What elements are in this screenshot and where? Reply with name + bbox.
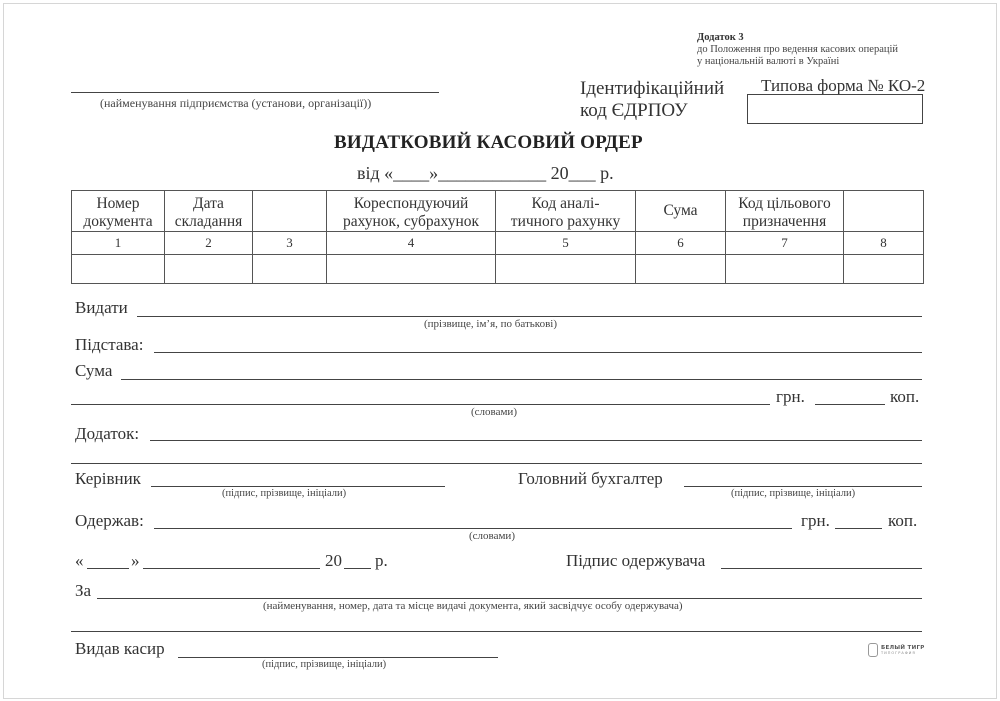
kop-label: коп. [890,387,920,406]
basis-label: Підстава: [75,335,144,354]
organization-caption: (найменування підприємства (установи, організації)) [100,96,372,110]
amount-words-field[interactable] [71,404,770,405]
col-header-date: Дата складання [165,191,253,232]
col-number: 4 [327,232,496,255]
printer-logo [868,643,925,657]
form-type-label: Типова форма № КО-2 [761,76,926,95]
id-document-caption: (найменування, номер, дата та місце видачі документа, який засвідчує особу одержувача) [263,600,683,612]
attachment-label: Додаток: [75,424,140,443]
cashier-label: Видав касир [75,639,165,658]
receipt-date-close-quote: » [131,551,140,570]
col-number: 7 [726,232,844,255]
col-header-analytic-account: Код аналі- тичного рахунку [496,191,636,232]
table-header-row [72,191,924,232]
logo-text: БЕЛЫЙ ТИГР [881,645,925,651]
col-header-3 [253,191,327,232]
received-kop-field[interactable] [835,528,882,529]
received-label: Одержав: [75,511,144,530]
cell-doc-number[interactable] [72,255,165,284]
receipt-year-suffix: р. [375,551,388,570]
col-header-doc-number: Номер документа [72,191,165,232]
cashier-signature-field[interactable] [178,657,498,658]
chief-accountant-signature-caption: (підпис, прізвище, ініціали) [731,488,856,499]
table-number-row [72,232,924,255]
tiger-logo-icon [868,643,878,657]
recipient-signature-label: Підпис одержувача [566,551,706,570]
director-label: Керівник [75,469,141,488]
cashier-signature-caption: (підпис, прізвище, ініціали) [262,659,387,670]
cell-corresponding-account[interactable] [327,255,496,284]
annex-line-2: у національній валюті в Україні [697,56,840,67]
col-header-8 [844,191,924,232]
table-row [72,255,924,284]
document-date-line[interactable]: від «____»____________ 20___ р. [357,163,614,183]
col-number: 1 [72,232,165,255]
cell-date[interactable] [165,255,253,284]
receipt-day-field[interactable] [87,568,129,569]
col-header-amount: Сума [636,191,726,232]
id-code-label-2: код ЄДРПОУ [580,100,688,121]
id-document-field[interactable] [97,598,922,599]
col-number: 5 [496,232,636,255]
annex-title: Додаток 3 [697,32,744,43]
edrpou-code-input[interactable] [747,94,923,124]
cell-purpose-code[interactable] [726,255,844,284]
received-words-caption: (словами) [469,530,515,542]
basis-field[interactable] [154,352,922,353]
col-number: 2 [165,232,253,255]
chief-accountant-signature-field[interactable] [684,486,922,487]
col-header-purpose-code: Код цільового призначення [726,191,844,232]
cell-analytic-account[interactable] [496,255,636,284]
col-number: 3 [253,232,327,255]
col-number: 8 [844,232,924,255]
received-amount-field[interactable] [154,528,792,529]
recipient-signature-field[interactable] [721,568,922,569]
cell-amount[interactable] [636,255,726,284]
uah-label: грн. [776,387,805,406]
id-document-label: За [75,581,92,600]
chief-accountant-label: Головний бухгалтер [518,469,663,488]
document-title: ВИДАТКОВИЙ КАСОВИЙ ОРДЕР [334,132,643,153]
director-signature-caption: (підпис, прізвище, ініціали) [222,488,347,499]
issue-to-field[interactable] [137,316,922,317]
annex-line-1: до Положення про ведення касових операцій [697,44,899,55]
id-code-label-1: Ідентифікаційний [580,78,725,99]
logo-subtext: ТИПОГРАФИЯ [881,651,916,655]
cell-3[interactable] [253,255,327,284]
issue-to-label: Видати [75,298,128,317]
receipt-month-field[interactable] [143,568,320,569]
cell-8[interactable] [844,255,924,284]
received-kop-label: коп. [888,511,918,530]
amount-kop-field[interactable] [815,404,885,405]
amount-words-caption: (словами) [471,406,517,418]
attachment-field-2[interactable] [71,463,922,464]
col-number: 6 [636,232,726,255]
accounts-table [71,190,924,284]
amount-field[interactable] [121,379,922,380]
issue-to-caption: (прізвище, ім’я, по батькові) [424,318,557,330]
amount-label: Сума [75,361,113,380]
col-header-corresponding-account: Кореспондуючий рахунок, субрахунок [327,191,496,232]
received-uah-label: грн. [801,511,830,530]
organization-name-field[interactable] [71,92,439,93]
receipt-year-prefix: 20 [325,551,342,570]
attachment-field[interactable] [150,440,922,441]
receipt-year-field[interactable] [344,568,371,569]
director-signature-field[interactable] [151,486,445,487]
receipt-date-open-quote: « [75,551,84,570]
id-document-field-2[interactable] [71,631,922,632]
